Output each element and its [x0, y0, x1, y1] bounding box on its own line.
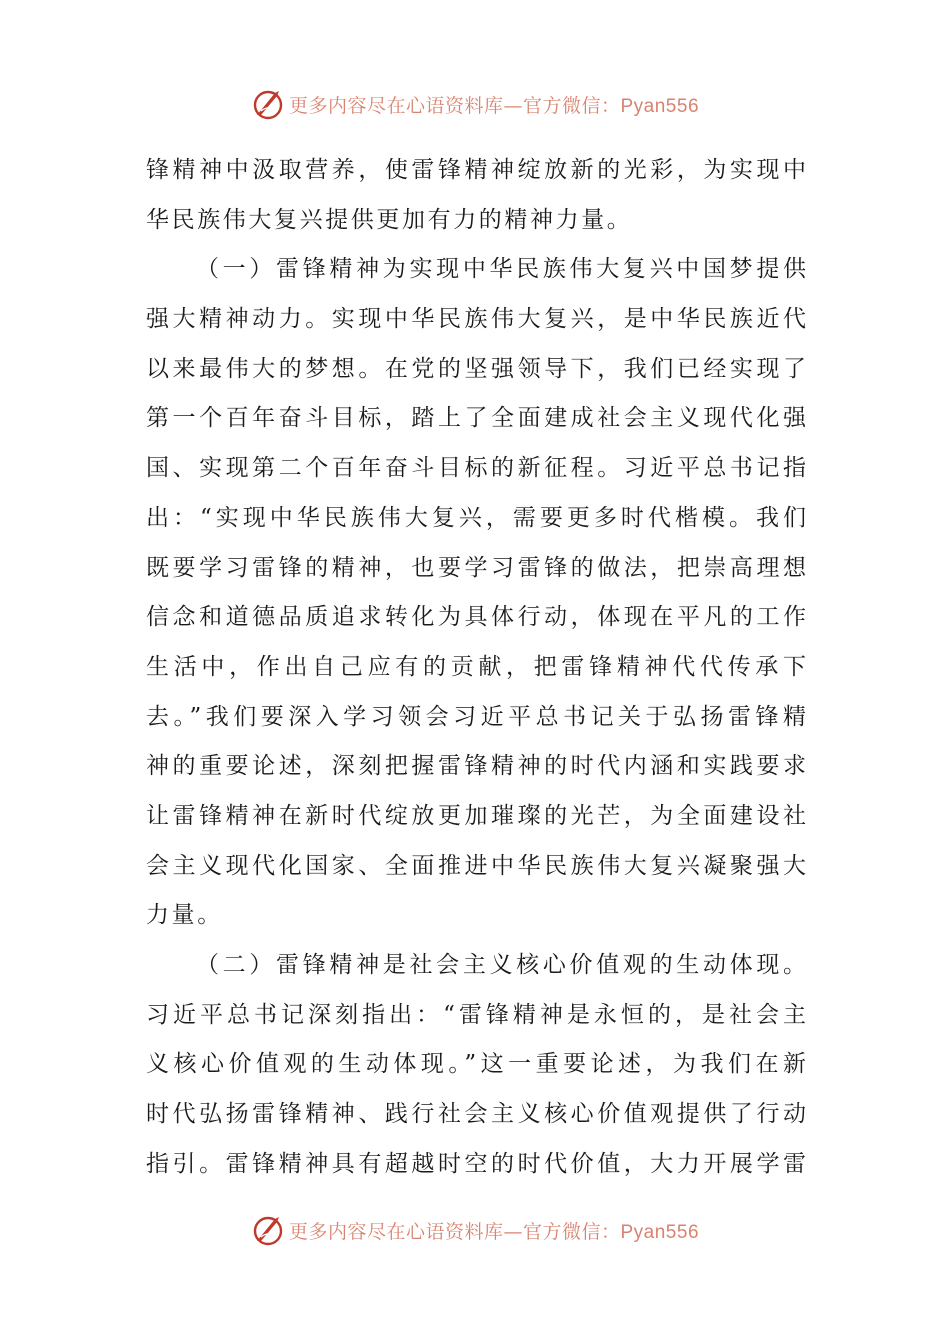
- body-line-14: 让雷锋精神在新时代绽放更加璀璨的光芒，为全面建设社: [146, 802, 806, 829]
- footer-brand-text: 更多内容尽在心语资料库: [288, 1220, 504, 1243]
- quill-logo-icon: [251, 87, 285, 121]
- body-line-16: 力量。: [146, 902, 223, 929]
- body-line-1: 锋精神中汲取营养，使雷锋精神绽放新的光彩，为实现中: [146, 157, 806, 183]
- body-line-15: 会主义现代化国家、全面推进中华民族伟大复兴凝聚强大: [146, 852, 806, 879]
- header-watermark-text: [289, 91, 699, 118]
- body-line-6: 第一个百年奋斗目标，踏上了全面建成社会主义现代化强: [146, 405, 806, 432]
- footer-wechat-label: 官方微信：: [522, 1220, 621, 1243]
- header-separator: —: [503, 94, 523, 117]
- header-watermark-banner: [0, 84, 950, 124]
- body-line-9: 既要学习雷锋的精神，也要学习雷锋的做法，把崇高理想: [146, 554, 806, 581]
- body-line-18: 习近平总书记深刻指出：“雷锋精神是永恒的，是社会主: [146, 1001, 806, 1028]
- header-wechat-id: Pyan556: [620, 95, 700, 117]
- body-line-13: 神的重要论述，深刻把握雷锋精神的时代内涵和实践要求: [146, 753, 806, 780]
- body-line-5: 以来最伟大的梦想。在党的坚强领导下，我们已经实现了: [146, 355, 806, 382]
- header-wechat-label: 官方微信：: [522, 94, 621, 117]
- body-line-20: 时代弘扬雷锋精神、践行社会主义核心价值观提供了行动: [146, 1101, 806, 1128]
- body-line-12: 去。”我们要深入学习领会习近平总书记关于弘扬雷锋精: [146, 703, 806, 730]
- document-body: [146, 146, 806, 1189]
- footer-watermark-banner: [0, 1210, 950, 1250]
- body-line-2: 华民族伟大复兴提供更加有力的精神力量。: [146, 206, 633, 233]
- body-line-8: 出：“实现中华民族伟大复兴，需要更多时代楷模。我们: [146, 504, 806, 531]
- body-line-21: 指引。雷锋精神具有超越时空的时代价值，大力开展学雷: [146, 1150, 806, 1177]
- footer-watermark-text: [289, 1217, 699, 1244]
- footer-separator: —: [503, 1220, 523, 1243]
- body-line-3: （一）雷锋精神为实现中华民族伟大复兴中国梦提供: [196, 256, 806, 283]
- header-brand-text: 更多内容尽在心语资料库: [288, 94, 504, 117]
- body-line-10: 信念和道德品质追求转化为具体行动，体现在平凡的工作: [146, 604, 806, 631]
- body-line-11: 生活中，作出自己应有的贡献，把雷锋精神代代传承下: [146, 653, 806, 680]
- body-line-19: 义核心价值观的生动体现。”这一重要论述，为我们在新: [146, 1051, 806, 1078]
- body-line-17: （二）雷锋精神是社会主义核心价值观的生动体现。: [196, 952, 806, 978]
- body-line-4: 强大精神动力。实现中华民族伟大复兴，是中华民族近代: [146, 306, 806, 333]
- footer-wechat-id: Pyan556: [620, 1221, 700, 1243]
- body-line-7: 国、实现第二个百年奋斗目标的新征程。习近平总书记指: [146, 455, 806, 482]
- quill-logo-icon: [251, 1213, 285, 1247]
